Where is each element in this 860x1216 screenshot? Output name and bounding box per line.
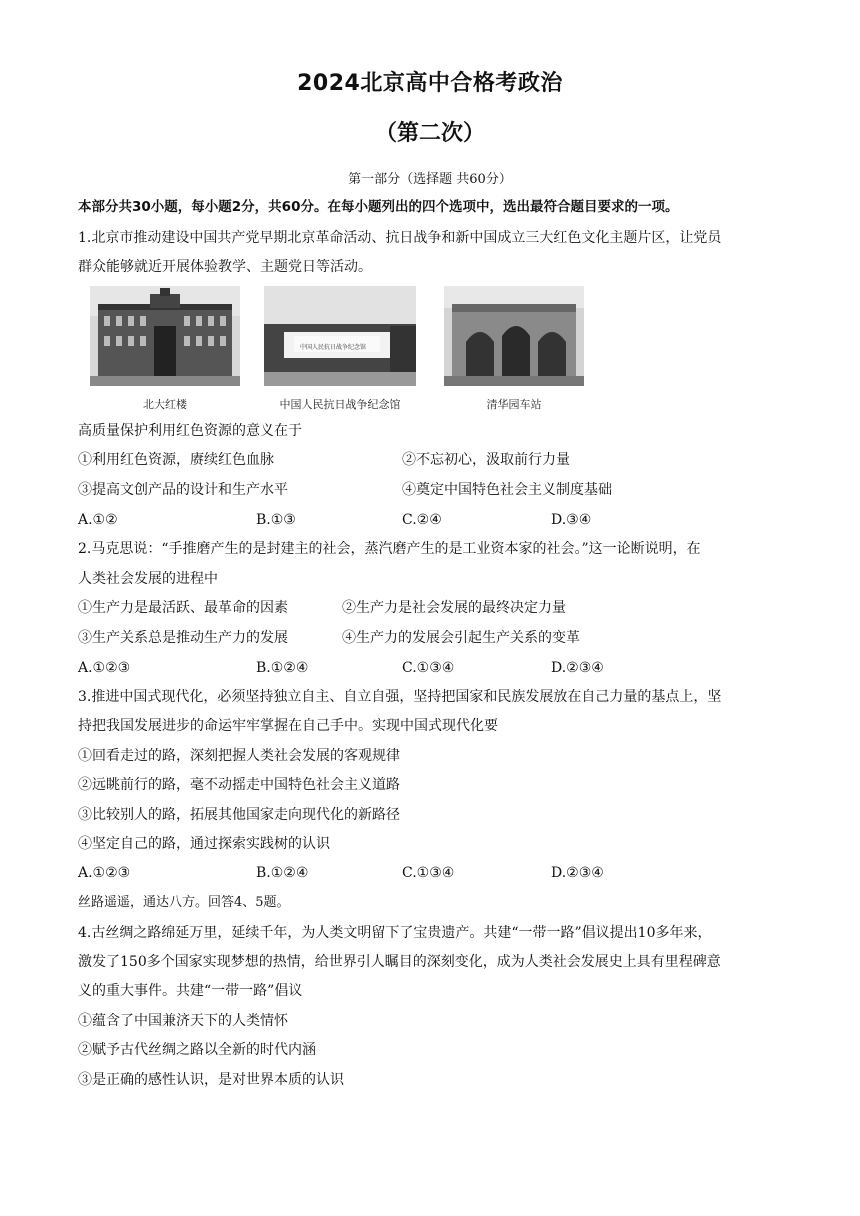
q1-statement-4: ④奠定中国特色社会主义制度基础 — [402, 482, 612, 498]
caption-photo-3: 清华园车站 — [486, 398, 542, 411]
q4-statement-2: ②赋予古代丝绸之路以全新的时代内涵 — [78, 1042, 316, 1058]
q3-statement-4: ④坚定自己的路，通过探索实践树的认识 — [78, 836, 330, 852]
q2-statement-1: ①生产力是最活跃、最革命的因素 — [78, 600, 288, 616]
q2-statement-3: ③生产关系总是推动生产力的发展 — [78, 630, 288, 646]
caption-photo-1: 北大红楼 — [143, 398, 187, 411]
q4-statement-3: ③是正确的感性认识，是对世界本质的认识 — [78, 1072, 344, 1088]
photo-memorial-hall — [264, 286, 416, 386]
q2-answer-b: B.①②④ — [256, 660, 309, 676]
page-subtitle: （第二次） — [374, 121, 485, 146]
caption-photo-2: 中国人民抗日战争纪念馆 — [279, 398, 401, 411]
photo-red-building — [90, 286, 240, 386]
q3-statement-1: ①回看走过的路，深刻把握人类社会发展的客观规律 — [78, 748, 400, 764]
q2-answer-c: C.①③④ — [402, 660, 455, 676]
q1-answer-b: B.①③ — [256, 512, 296, 528]
q2-answer-d: D.②③④ — [551, 660, 604, 676]
q3-answer-a: A.①②③ — [78, 865, 131, 881]
q4-stem-line-1: 4.古丝绸之路绵延万里，延续千年，为人类文明留下了宝贵遗产。共建“一带一路”倡议提出10多年来， — [78, 925, 712, 941]
q1-statement-1: ①利用红色资源，赓续红色血脉 — [78, 452, 274, 468]
q3-statement-3: ③比较别人的路，拓展其他国家走向现代化的新路径 — [78, 807, 400, 823]
section-title — [0, 168, 860, 187]
q3-answer-d: D.②③④ — [551, 865, 604, 881]
q2-statement-4: ④生产力的发展会引起生产关系的变革 — [342, 630, 580, 646]
q3-answer-b: B.①②④ — [256, 865, 309, 881]
q2-stem-line-1: 2.马克思说：“手推磨产生的是封建主的社会，蒸汽磨产生的是工业资本家的社会。”这一论断说明，在 — [78, 541, 701, 557]
q2-stem-line-2: 人类社会发展的进程中 — [78, 571, 218, 587]
q1-stem-line-1: 1.北京市推动建设中国共产党早期北京革命活动、抗日战争和新中国成立三大红色文化主题片区，让党员 — [78, 230, 722, 246]
q4-statement-1: ①蕴含了中国兼济天下的人类情怀 — [78, 1013, 288, 1029]
q1-answer-c: C.②④ — [402, 512, 442, 528]
photo-station — [444, 286, 584, 386]
q1-answer-a: A.①② — [78, 512, 118, 528]
q4-stem-line-2: 激发了150多个国家实现梦想的热情，给世界引人瞩目的深刻变化，成为人类社会发展史上具有里程碑意 — [78, 954, 721, 970]
page-title: 2024北京高中合格考政治 — [297, 71, 563, 96]
q1-question: 高质量保护利用红色资源的意义在于 — [78, 423, 302, 439]
q3-stem-line-2: 持把我国发展进步的命运牢牢掌握在自己手中。实现中国式现代化要 — [78, 718, 498, 734]
q1-stem-line-2: 群众能够就近开展体验教学、主题党日等活动。 — [78, 259, 372, 275]
q1-statement-3: ③提高文创产品的设计和生产水平 — [78, 482, 288, 498]
section-title-text: 第一部分（选择题 共60分） — [348, 172, 512, 187]
q1-answer-d: D.③④ — [551, 512, 592, 528]
instructions: 本部分共30小题，每小题2分，共60分。在每小题列出的四个选项中，选出最符合题目要求的一项。 — [78, 199, 679, 215]
q3-stem-line-1: 3.推进中国式现代化，必须坚持独立自主、自立自强，坚持把国家和民族发展放在自己力量的基点上，坚 — [78, 689, 722, 705]
intro-questions-4-5: 丝路遥遥，通达八方。回答4、5题。 — [78, 895, 290, 910]
q2-answer-a: A.①②③ — [78, 660, 131, 676]
q1-statement-2: ②不忘初心，汲取前行力量 — [402, 452, 570, 468]
q2-statement-2: ②生产力是社会发展的最终决定力量 — [342, 600, 566, 616]
q3-answer-c: C.①③④ — [402, 865, 455, 881]
museum-sign-text: 中国人民抗日战争纪念馆 — [300, 344, 367, 351]
q3-statement-2: ②远眺前行的路，毫不动摇走中国特色社会主义道路 — [78, 777, 400, 793]
q4-stem-line-3: 义的重大事件。共建“一带一路”倡议 — [78, 983, 303, 999]
